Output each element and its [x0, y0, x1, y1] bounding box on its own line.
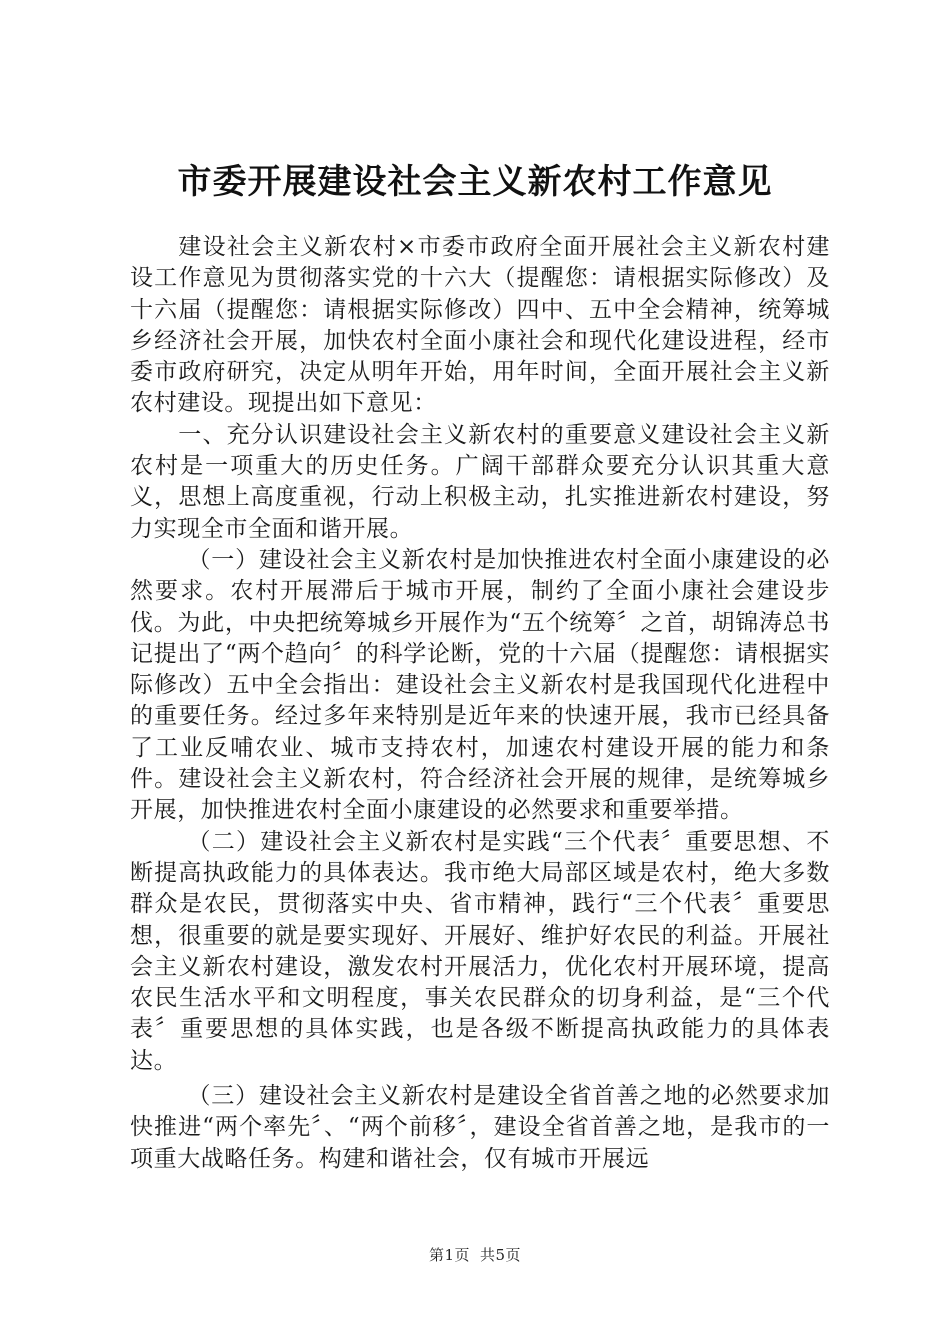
paragraph-intro: 建设社会主义新农村×市委市政府全面开展社会主义新农村建设工作意见为贯彻落实党的十六大（提醒您：请根据实际修改）及十六届（提醒您：请根据实际修改）四中、五中全会精神，统筹城乡经济社会开展，加快农村全面小康社会和现代化建设进程，经市委市政府研究，决定从明年开始，用年时间，全面开展社会主义新农村建设。现提出如下意见：: [130, 234, 830, 417]
document-title: 市委开展建设社会主义新农村工作意见: [177, 162, 773, 202]
paragraph-subsection-3: （三）建设社会主义新农村是建设全省首善之地的必然要求加快推进“两个率先〞、“两个前移〞，建设全省首善之地，是我市的一项重大战略任务。构建和谐社会，仅有城市开展远: [130, 1083, 830, 1172]
paragraph-subsection-1: （一）建设社会主义新农村是加快推进农村全面小康建设的必然要求。农村开展滞后于城市开展，制约了全面小康社会建设步伐。为此，中央把统筹城乡开展作为“五个统筹〞之首，胡锦涛总书记提出了“两个趋向〞的科学论断，党的十六届（提醒您：请根据实际修改）五中全会指出：建设社会主义新农村是我国现代化进程中的重要任务。经过多年来特别是近年来的快速开展，我市已经具备了工业反哺农业、城市支持农村，加速农村建设开展的能力和条件。建设社会主义新农村，符合经济社会开展的规律，是统筹城乡开展，加快推进农村全面小康建设的必然要求和重要举措。: [130, 546, 830, 824]
page-total: 共5页: [480, 1246, 522, 1264]
document-body: [130, 232, 830, 1175]
paragraph-subsection-2: （二）建设社会主义新农村是实践“三个代表〞重要思想、不断提高执政能力的具体表达。我市绝大局部区域是农村，绝大多数群众是农民，贯彻落实中央、省市精神，践行“三个代表〞重要思想，很重要的就是要实现好、开展好、维护好农民的利益。开展社会主义新农村建设，激发农村开展活力，优化农村开展环境，提高农民生活水平和文明程度，事关农民群众的切身利益，是“三个代表〞重要思想的具体实践，也是各级不断提高执政能力的具体表达。: [130, 828, 830, 1074]
page-number: 第1页: [428, 1246, 470, 1264]
paragraph-section-1: 一、充分认识建设社会主义新农村的重要意义建设社会主义新农村是一项重大的历史任务。广阔干部群众要充分认识其重大意义，思想上高度重视，行动上积极主动，扎实推进新农村建设，努力实现全市全面和谐开展。: [130, 421, 830, 542]
page-footer: [0, 1244, 950, 1265]
